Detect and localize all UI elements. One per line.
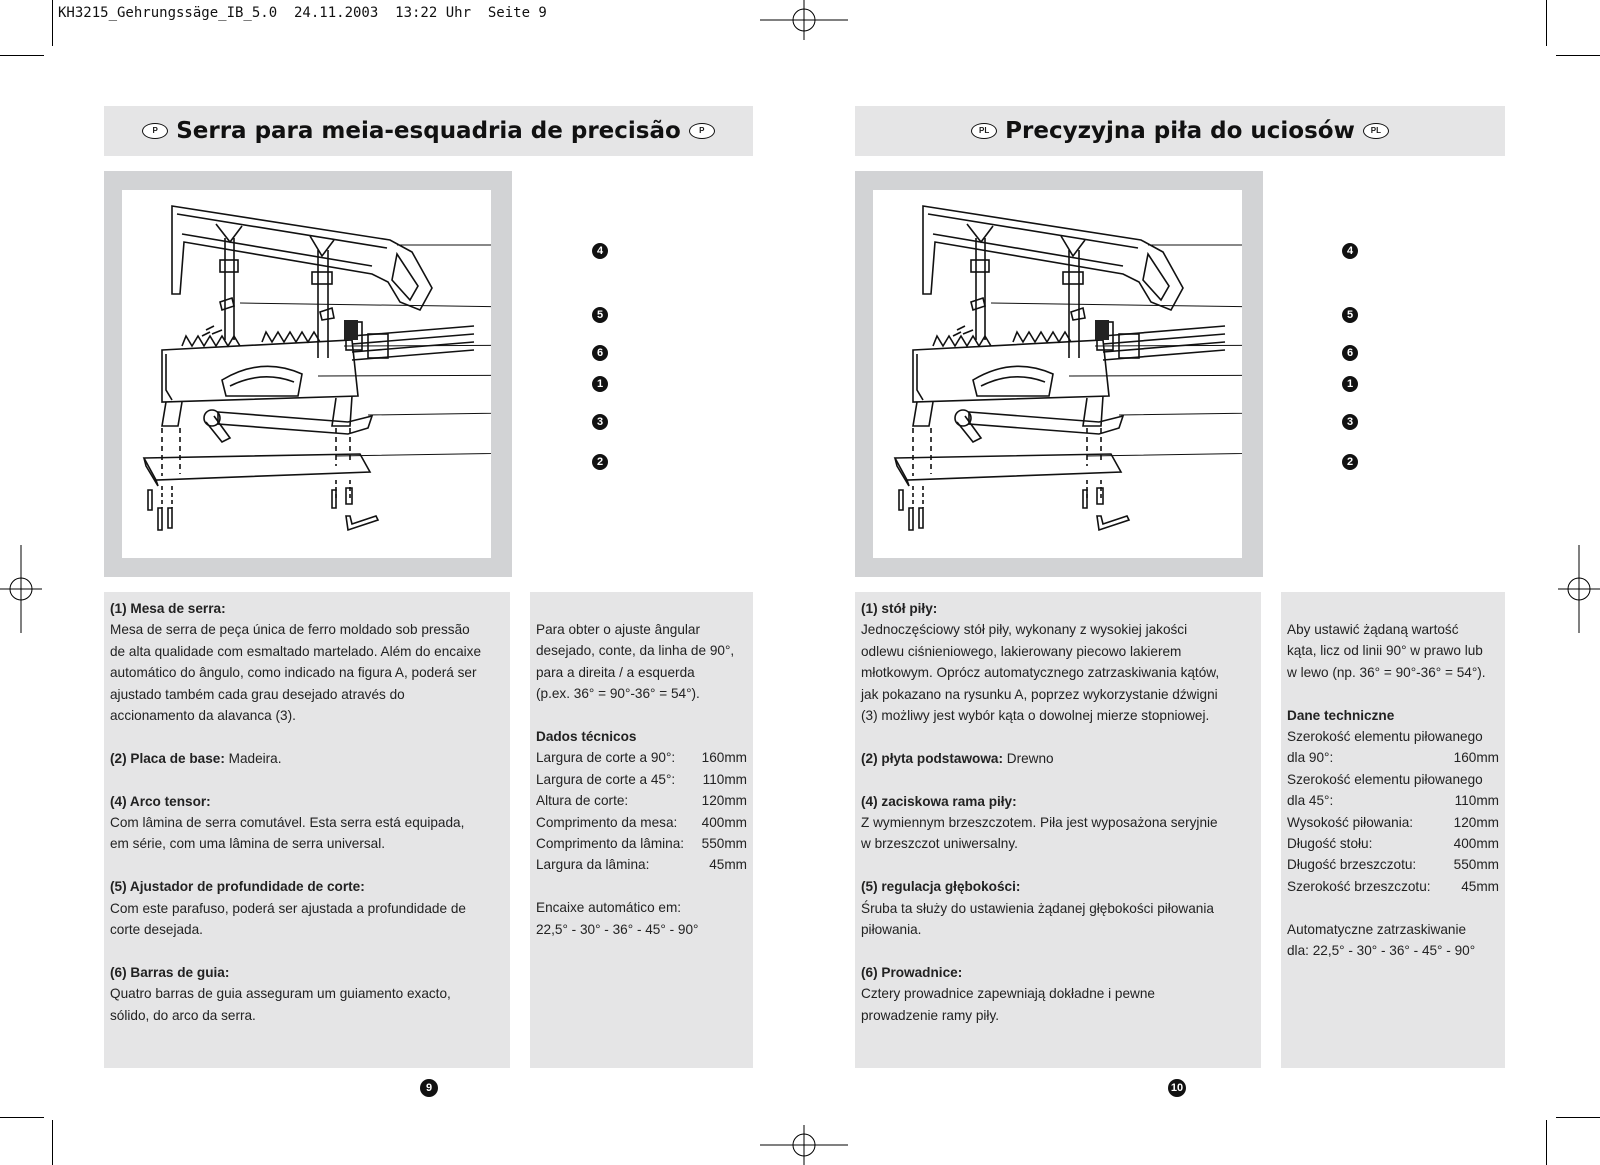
body-line: prowadzenie ramy piły. xyxy=(861,1007,1000,1023)
page-number: 10 xyxy=(1168,1079,1186,1097)
body-line: de alta qualidade com esmaltado martelado. Além do encaixe xyxy=(110,643,482,659)
section-heading: (1) Mesa de serra: xyxy=(110,601,226,616)
body-line: piłowania. xyxy=(861,922,922,938)
spec-row xyxy=(536,854,747,875)
spec-value: 110mm xyxy=(702,771,747,787)
spec-value: 400mm xyxy=(1453,836,1499,852)
callout-4: 4 xyxy=(1342,243,1358,259)
body-line: ajustado também cada grau desejado através do xyxy=(110,686,405,702)
spec-label: dla 90°: xyxy=(1287,750,1334,766)
body-line: Śruba ta służy do ustawienia żądanej głębokości piłowania xyxy=(861,900,1214,916)
specs-title: Dados técnicos xyxy=(536,729,637,745)
section-line xyxy=(861,748,1255,769)
spec-label: Largura da lâmina: xyxy=(536,857,650,873)
figure-area xyxy=(122,190,491,558)
description-panel-right xyxy=(855,592,1261,1068)
callout-6: 6 xyxy=(592,345,608,361)
crop-mark xyxy=(52,1120,53,1165)
specs-panel-left xyxy=(530,592,753,1068)
spec-row xyxy=(536,812,747,833)
crop-mark xyxy=(0,55,44,56)
section-heading: (2) Placa de base: xyxy=(110,750,225,766)
figure-frame-right xyxy=(855,171,1263,577)
body-line: jak pokazano na rysunku A, poprzez wykorzystanie dźwigni xyxy=(861,686,1218,702)
body-line: Z wymiennym brzeszczotem. Piła jest wyposażona seryjnie xyxy=(861,815,1218,831)
page-title: Serra para meia-esquadria de precisão xyxy=(176,118,681,144)
spec-row xyxy=(1287,876,1499,897)
title-bar-right xyxy=(855,106,1505,156)
callout-3: 3 xyxy=(1342,414,1358,430)
spec-label: Largura de corte a 90°: xyxy=(536,750,676,766)
miter-saw-illustration xyxy=(122,190,491,558)
spec-row xyxy=(536,790,747,811)
callout-5: 5 xyxy=(1342,307,1358,323)
body-line: Quatro barras de guia asseguram um guiamento exacto, xyxy=(110,986,451,1002)
section-heading: (4) Arco tensor: xyxy=(110,793,211,809)
specs-panel-right xyxy=(1281,592,1505,1068)
figure-frame-left xyxy=(104,171,512,577)
spec-label: dla 45°: xyxy=(1287,793,1334,809)
spec-row xyxy=(1287,790,1499,811)
miter-saw-illustration xyxy=(873,190,1242,558)
section-heading: (6) Prowadnice: xyxy=(861,964,963,980)
spec-label: Szerokość elementu piłowanego xyxy=(1287,729,1483,745)
spec-label: Largura de corte a 45°: xyxy=(536,771,676,787)
description-panel-left xyxy=(104,592,510,1068)
spec-value: 550mm xyxy=(701,836,747,852)
language-badge: PL xyxy=(971,123,997,139)
print-slug: KH3215_Gehrungssäge_IB_5.0 24.11.2003 13:22 Uhr Seite 9 xyxy=(58,5,547,21)
spec-label: Szerokość elementu piłowanego xyxy=(1287,771,1483,787)
spec-label: Comprimento da mesa: xyxy=(536,814,678,830)
spec-value: 160mm xyxy=(1453,750,1499,766)
spec-label: Altura de corte: xyxy=(536,793,629,809)
spec-row xyxy=(536,833,747,854)
page-title: Precyzyjna piła do uciosów xyxy=(1005,118,1355,144)
body-line: w lewo (np. 36° = 90°-36° = 54°). xyxy=(1287,664,1486,680)
body-line: corte desejada. xyxy=(110,922,203,938)
body-line: Com lâmina de serra comutável. Esta serra está equipada, xyxy=(110,815,465,831)
callout-6: 6 xyxy=(1342,345,1358,361)
language-badge: P xyxy=(689,123,715,139)
body-line: (p.ex. 36° = 90°-36° = 54°). xyxy=(536,686,700,702)
body-inline: Drewno xyxy=(1003,750,1054,766)
spec-value: 160mm xyxy=(701,750,747,766)
crop-mark xyxy=(52,0,53,46)
section-heading: (2) płyta podstawowa: xyxy=(861,750,1003,766)
spec-row xyxy=(1287,747,1499,768)
callout-2: 2 xyxy=(1342,454,1358,470)
spec-value: 550mm xyxy=(1453,857,1499,873)
body-line: sólido, do arco da serra. xyxy=(110,1007,256,1023)
title-bar-left xyxy=(104,106,753,156)
body-line: Automatyczne zatrzaskiwanie xyxy=(1287,921,1467,937)
spec-row xyxy=(1287,726,1499,747)
body-line: Jednoczęściowy stół piły, wykonany z wysokiej jakości xyxy=(861,622,1188,638)
spec-label: Długość brzeszczotu: xyxy=(1287,857,1417,873)
crop-mark xyxy=(1546,0,1547,46)
body-line: kąta, licz od linii 90° w prawo lub xyxy=(1287,643,1483,659)
callout-1: 1 xyxy=(592,376,608,392)
body-line: para a direita / a esquerda xyxy=(536,664,695,680)
section-heading: (5) regulacja głębokości: xyxy=(861,879,1021,895)
spec-row xyxy=(1287,812,1499,833)
spec-value: 45mm xyxy=(1461,878,1499,894)
registration-mark-left xyxy=(0,545,42,633)
callout-4: 4 xyxy=(592,243,608,259)
spec-row xyxy=(1287,833,1499,854)
figure-area xyxy=(873,190,1242,558)
body-line: Para obter o ajuste ângular xyxy=(536,622,700,637)
spec-row xyxy=(536,747,747,768)
registration-mark-bottom xyxy=(760,1125,848,1165)
crop-mark xyxy=(1556,55,1600,56)
body-line: Com este parafuso, poderá ser ajustada a profundidade de xyxy=(110,900,466,916)
spec-value: 120mm xyxy=(1453,814,1499,830)
body-line: Mesa de serra de peça única de ferro moldado sob pressão xyxy=(110,622,470,638)
crop-mark xyxy=(1546,1120,1547,1165)
body-inline: Madeira. xyxy=(224,750,282,766)
spec-value: 110mm xyxy=(1454,793,1499,809)
spec-label: Szerokość brzeszczotu: xyxy=(1287,878,1431,894)
registration-mark-top xyxy=(760,0,848,40)
callout-5: 5 xyxy=(592,307,608,323)
callout-2: 2 xyxy=(592,454,608,470)
body-line: em série, com uma lâmina de serra universal. xyxy=(110,836,386,852)
body-line: (3) możliwy jest wybór kąta o dowolnej mierze stopniowej. xyxy=(861,708,1210,724)
spec-row xyxy=(1287,769,1499,790)
body-line: w brzeszczot uniwersalny. xyxy=(861,836,1018,852)
page-number: 9 xyxy=(420,1079,438,1097)
body-line: dla: 22,5° - 30° - 36° - 45° - 90° xyxy=(1287,943,1476,959)
spec-label: Comprimento da lâmina: xyxy=(536,836,685,852)
body-line: odlewu ciśnieniowego, lakierowany piecowo lakierem xyxy=(861,643,1182,659)
section-heading: (5) Ajustador de profundidade de corte: xyxy=(110,879,365,895)
body-line: Encaixe automático em: xyxy=(536,900,682,916)
spec-label: Długość stołu: xyxy=(1287,836,1373,852)
body-line: 22,5° - 30° - 36° - 45° - 90° xyxy=(536,921,699,937)
body-line: desejado, conte, da linha de 90°, xyxy=(536,643,735,659)
body-line: młotkowym. Oprócz automatycznego zatrzaskiwania kątów, xyxy=(861,665,1220,681)
spec-value: 120mm xyxy=(701,793,747,809)
section-heading: (4) zaciskowa rama piły: xyxy=(861,793,1017,809)
body-line: Aby ustawić żądaną wartość xyxy=(1287,622,1459,637)
crop-mark xyxy=(0,1117,44,1118)
body-line: accionamento da alavanca (3). xyxy=(110,708,296,724)
body-line: automático do ângulo, como indicado na figura A, poderá ser xyxy=(110,665,477,681)
language-badge: P xyxy=(142,123,168,139)
specs-title: Dane techniczne xyxy=(1287,707,1395,723)
body-line: Cztery prowadnice zapewniają dokładne i pewne xyxy=(861,986,1155,1002)
spec-row xyxy=(1287,854,1499,875)
callout-1: 1 xyxy=(1342,376,1358,392)
callout-3: 3 xyxy=(592,414,608,430)
registration-mark-right xyxy=(1558,545,1600,633)
spec-value: 400mm xyxy=(701,814,747,830)
section-heading: (1) stół piły: xyxy=(861,601,938,616)
section-heading: (6) Barras de guia: xyxy=(110,964,230,980)
spec-label: Wysokość piłowania: xyxy=(1287,814,1414,830)
section-line xyxy=(110,748,504,769)
spec-value: 45mm xyxy=(709,857,747,873)
language-badge: PL xyxy=(1363,123,1389,139)
spec-row xyxy=(536,769,747,790)
crop-mark xyxy=(1556,1117,1600,1118)
